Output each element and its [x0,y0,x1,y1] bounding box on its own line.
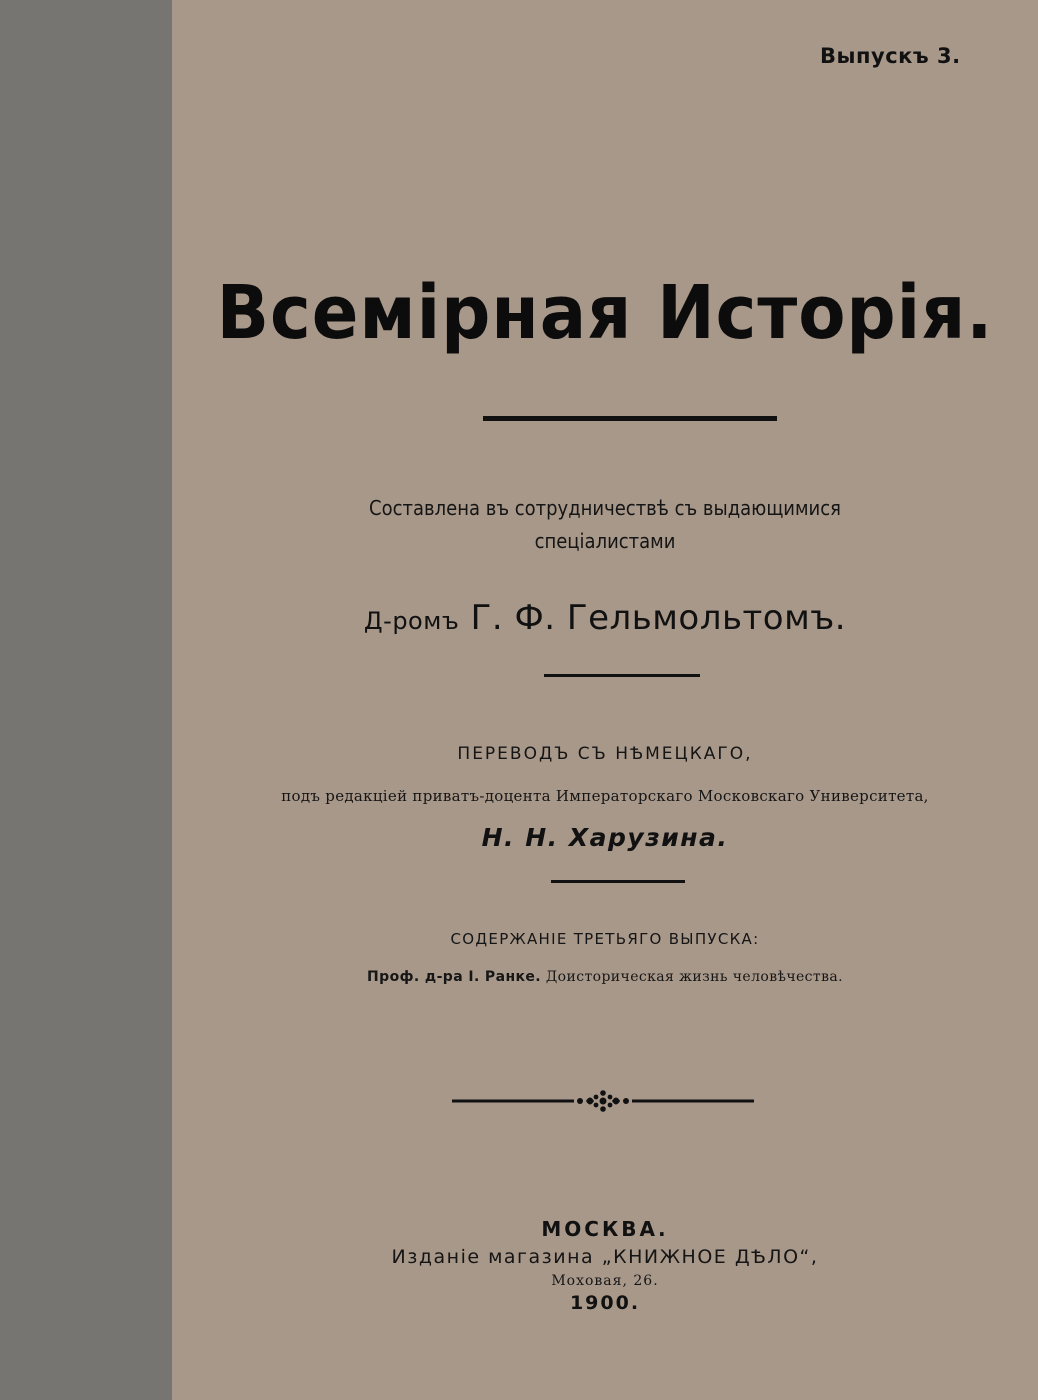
contents-entry [172,969,1038,985]
issue-number: Выпускъ 3. [820,44,961,68]
author-prefix: Д-ромъ [363,607,460,635]
compiled-line-2: спеціалистами [534,529,676,553]
editor-description: подъ редакціей приватъ-доцента Императорскаго Московскаго Университета, [281,787,929,805]
contents-heading: СОДЕРЖАНІЕ ТРЕТЬЯГО ВЫПУСКА: [450,930,760,948]
contents-title: Доисторическая жизнь человѣчества. [545,969,843,985]
contents-author: Проф. д-ра І. Ранке. [367,969,542,985]
book-spine [0,0,172,1400]
author-divider [544,674,700,677]
compiled-by-text [172,492,1038,558]
author-line [172,598,1038,638]
ornament-divider [450,1088,756,1114]
publication-year: 1900. [569,1292,641,1314]
publisher-address: Моховая, 26. [551,1273,659,1289]
publication-city: МОСКВА. [541,1217,669,1241]
author-name: Г. Ф. Гельмольтомъ. [470,598,847,638]
title-divider [483,416,777,421]
book-title: Всемірная Исторія. [216,270,994,356]
editor-divider [551,880,685,883]
editor-name: Н. Н. Харузина. [481,823,729,852]
translation-note: ПЕРЕВОДЪ СЪ НѢМЕЦКАГО, [457,744,753,764]
publisher-line: Изданіе магазина „КНИЖНОЕ ДѢЛО“, [391,1246,819,1268]
compiled-line-1: Составлена въ сотрудничествѣ съ выдающимися [369,496,841,520]
cover-page [172,0,1038,1400]
